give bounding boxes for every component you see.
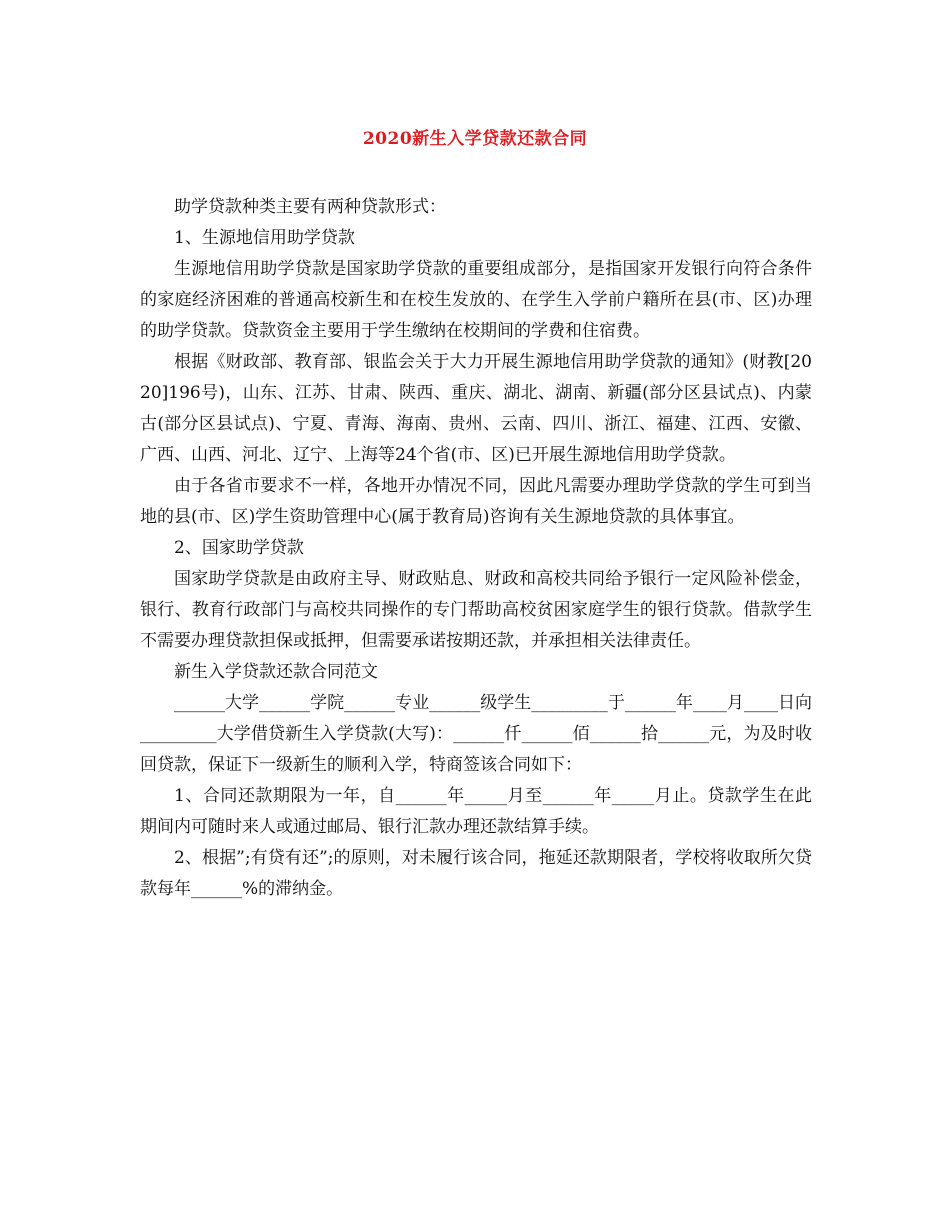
document-title: 2020新生入学贷款还款合同 <box>362 129 588 149</box>
heading-national-loan: 2、国家助学贷款 <box>174 538 304 558</box>
paragraph-national-loan-definition: 国家助学贷款是由政府主导、财政贴息、财政和高校共同给予银行一定风险补偿金，银行、教育行政部门与高校共同操作的专门帮助高校贫困家庭学生的银行贷款。借款学生不需要办理贷款担保或抵押，但需要承诺按期还款，并承担相关法律责任。 <box>140 569 812 651</box>
paragraph-local-consultation: 由于各省市要求不一样，各地开办情况不同，因此凡需要办理助学贷款的学生可到当地的县(市、区)学生资助管理中心(属于教育局)咨询有关生源地贷款的具体事宜。 <box>140 476 812 527</box>
document-body <box>140 192 812 905</box>
paragraph-contract-parties: ______大学______学院______专业______级学生_________于______年____月____日向_________大学借贷新生入学贷款(大写)：______仟______佰______拾______元，为及时收回贷款，保证下一级新生的顺利入学，特商签该合同如下： <box>140 693 812 775</box>
heading-contract-sample: 新生入学贷款还款合同范文 <box>174 662 378 682</box>
paragraph-policy-notice: 根据《财政部、教育部、银监会关于大力开展生源地信用助学贷款的通知》(财教[2020]196号)，山东、江苏、甘肃、陕西、重庆、湖北、湖南、新疆(部分区县试点)、内蒙古(部分区县试点)、宁夏、青海、海南、贵州、云南、四川、浙江、福建、江西、安徽、广西、山西、河北、辽宁、上海等24个省(市、区)已开展生源地信用助学贷款。 <box>140 352 812 465</box>
paragraph-clause-1: 1、合同还款期限为一年，自______年_____月至______年_____月止。贷款学生在此期间内可随时来人或通过邮局、银行汇款办理还款结算手续。 <box>140 786 812 837</box>
paragraph-clause-2: 2、根据”;有贷有还”;的原则，对未履行该合同，拖延还款期限者，学校将收取所欠贷款每年______%的滞纳金。 <box>140 848 812 899</box>
heading-local-credit-loan: 1、生源地信用助学贷款 <box>174 228 355 248</box>
paragraph-intro: 助学贷款种类主要有两种贷款形式： <box>174 197 446 217</box>
paragraph-local-credit-loan-definition: 生源地信用助学贷款是国家助学贷款的重要组成部分，是指国家开发银行向符合条件的家庭经济困难的普通高校新生和在校生发放的、在学生入学前户籍所在县(市、区)办理的助学贷款。贷款资金主要用于学生缴纳在校期间的学费和住宿费。 <box>140 259 812 341</box>
